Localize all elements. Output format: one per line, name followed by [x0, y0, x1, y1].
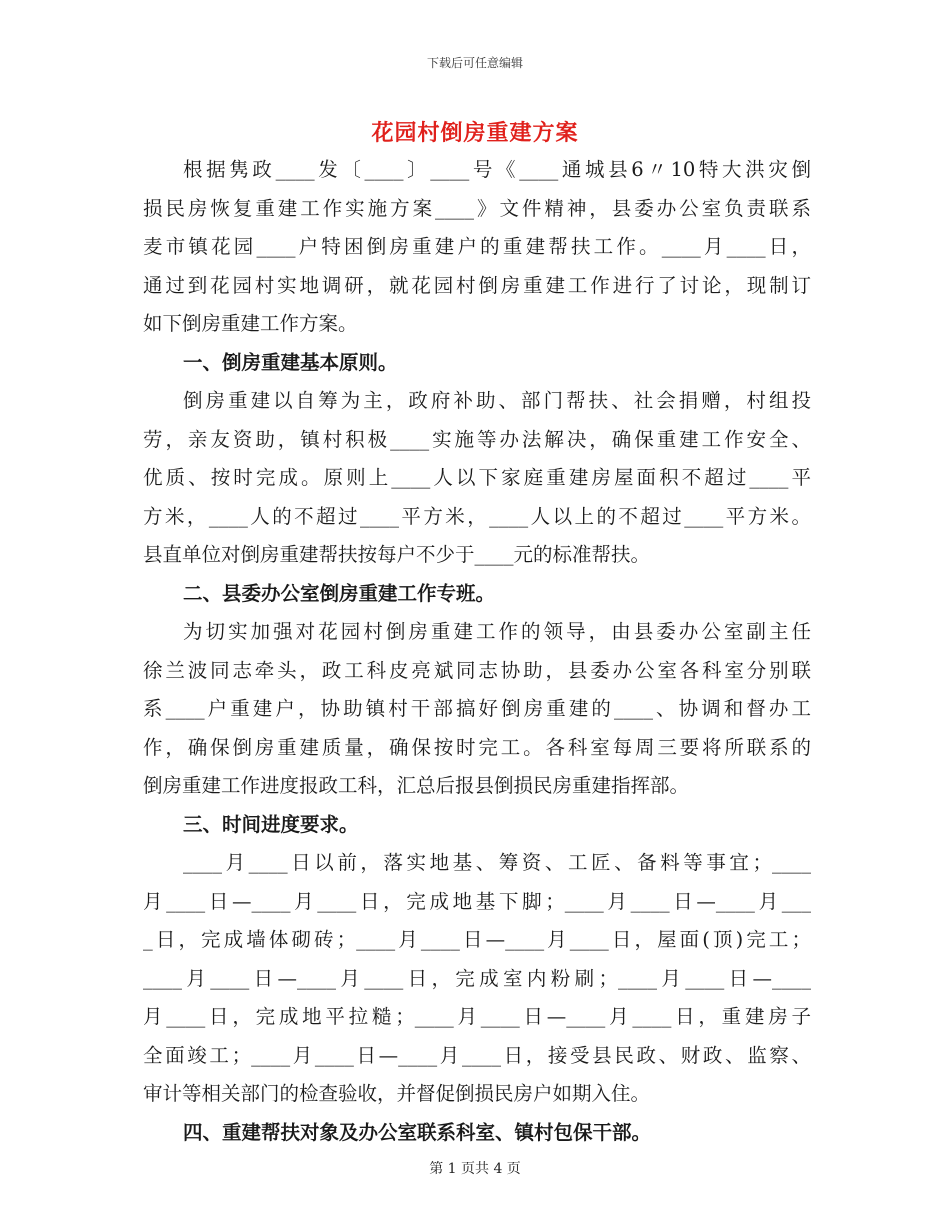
body-text-line: 为切实加强对花园村倒房重建工作的领导，由县委办公室副主任 [183, 620, 811, 643]
body-text-line: 倒房重建以自筹为主，政府补助、部门帮扶、社会捐赠，村组投 [183, 389, 811, 412]
section-heading: 三、时间进度要求。 [183, 812, 359, 836]
body-text-line: 方米，____人的不超过____平方米，____人以上的不超过____平方米。 [143, 504, 811, 528]
document-title: 花园村倒房重建方案 [371, 120, 579, 146]
section-heading: 四、重建帮扶对象及办公室联系科室、镇村包保干部。 [183, 1120, 652, 1144]
section-heading: 二、县委办公室倒房重建工作专班。 [183, 581, 496, 605]
body-text-line: 县直单位对倒房重建帮扶按每户不少于____元的标准帮扶。 [143, 543, 651, 566]
body-text-line: 系____户重建户，协助镇村干部搞好倒房重建的____、协调和督办工 [143, 697, 811, 720]
body-text-line: 徐兰波同志牵头，政工科皮亮斌同志协助，县委办公室各科室分别联 [143, 658, 811, 682]
body-text-line: 倒房重建工作进度报政工科，汇总后报县倒损民房重建指挥部。 [143, 774, 690, 797]
body-text-line: 如下倒房重建工作方案。 [143, 312, 358, 335]
body-text-line: 作，确保倒房重建质量，确保按时完工。各科室每周三要将所联系的 [143, 735, 811, 759]
page-header: 下载后可任意编辑 [426, 56, 523, 70]
body-text-line: 全面竣工；____月____日—____月____日，接受县民政、财政、监察、 [143, 1043, 811, 1067]
body-text-line: 通过到花园村实地调研，就花园村倒房重建工作进行了讨论，现制订 [143, 273, 811, 297]
body-text-line: 月____日—____月____日，完成地基下脚；____月____日—____月___ [143, 889, 811, 913]
body-text-line: 根据隽政____发〔____〕____号《____通城县6〃10特大洪灾倒 [183, 158, 811, 181]
body-text-line: 劳，亲友资助，镇村积极____实施等办法解决，确保重建工作安全、 [143, 427, 811, 451]
body-text-line: 月____日，完成地平拉糙；____月____日—____月____日，重建房子 [143, 1005, 811, 1028]
body-text-line: ____月____日—____月____日，完成室内粉刷；____月____日—____ [143, 966, 811, 990]
body-text-line: 麦市镇花园____户特困倒房重建户的重建帮扶工作。____月____日， [143, 235, 811, 258]
section-heading: 一、倒房重建基本原则。 [183, 350, 398, 374]
body-text-line: 优质、按时完成。原则上____人以下家庭重建房屋面积不超过____平 [143, 466, 811, 489]
body-text-line: 审计等相关部门的检查验收，并督促倒损民房户如期入住。 [143, 1082, 651, 1105]
document-body [143, 151, 811, 1152]
body-text-line: _日，完成墙体砌砖；____月____日—____月____日，屋面(顶)完工； [143, 928, 811, 951]
body-text-line: 损民房恢复重建工作实施方案____》文件精神，县委办公室负责联系 [143, 196, 811, 220]
body-text-line: ____月____日以前，落实地基、筹资、工匠、备料等事宜；____ [183, 851, 811, 874]
page-footer: 第 1 页共 4 页 [429, 1161, 521, 1177]
